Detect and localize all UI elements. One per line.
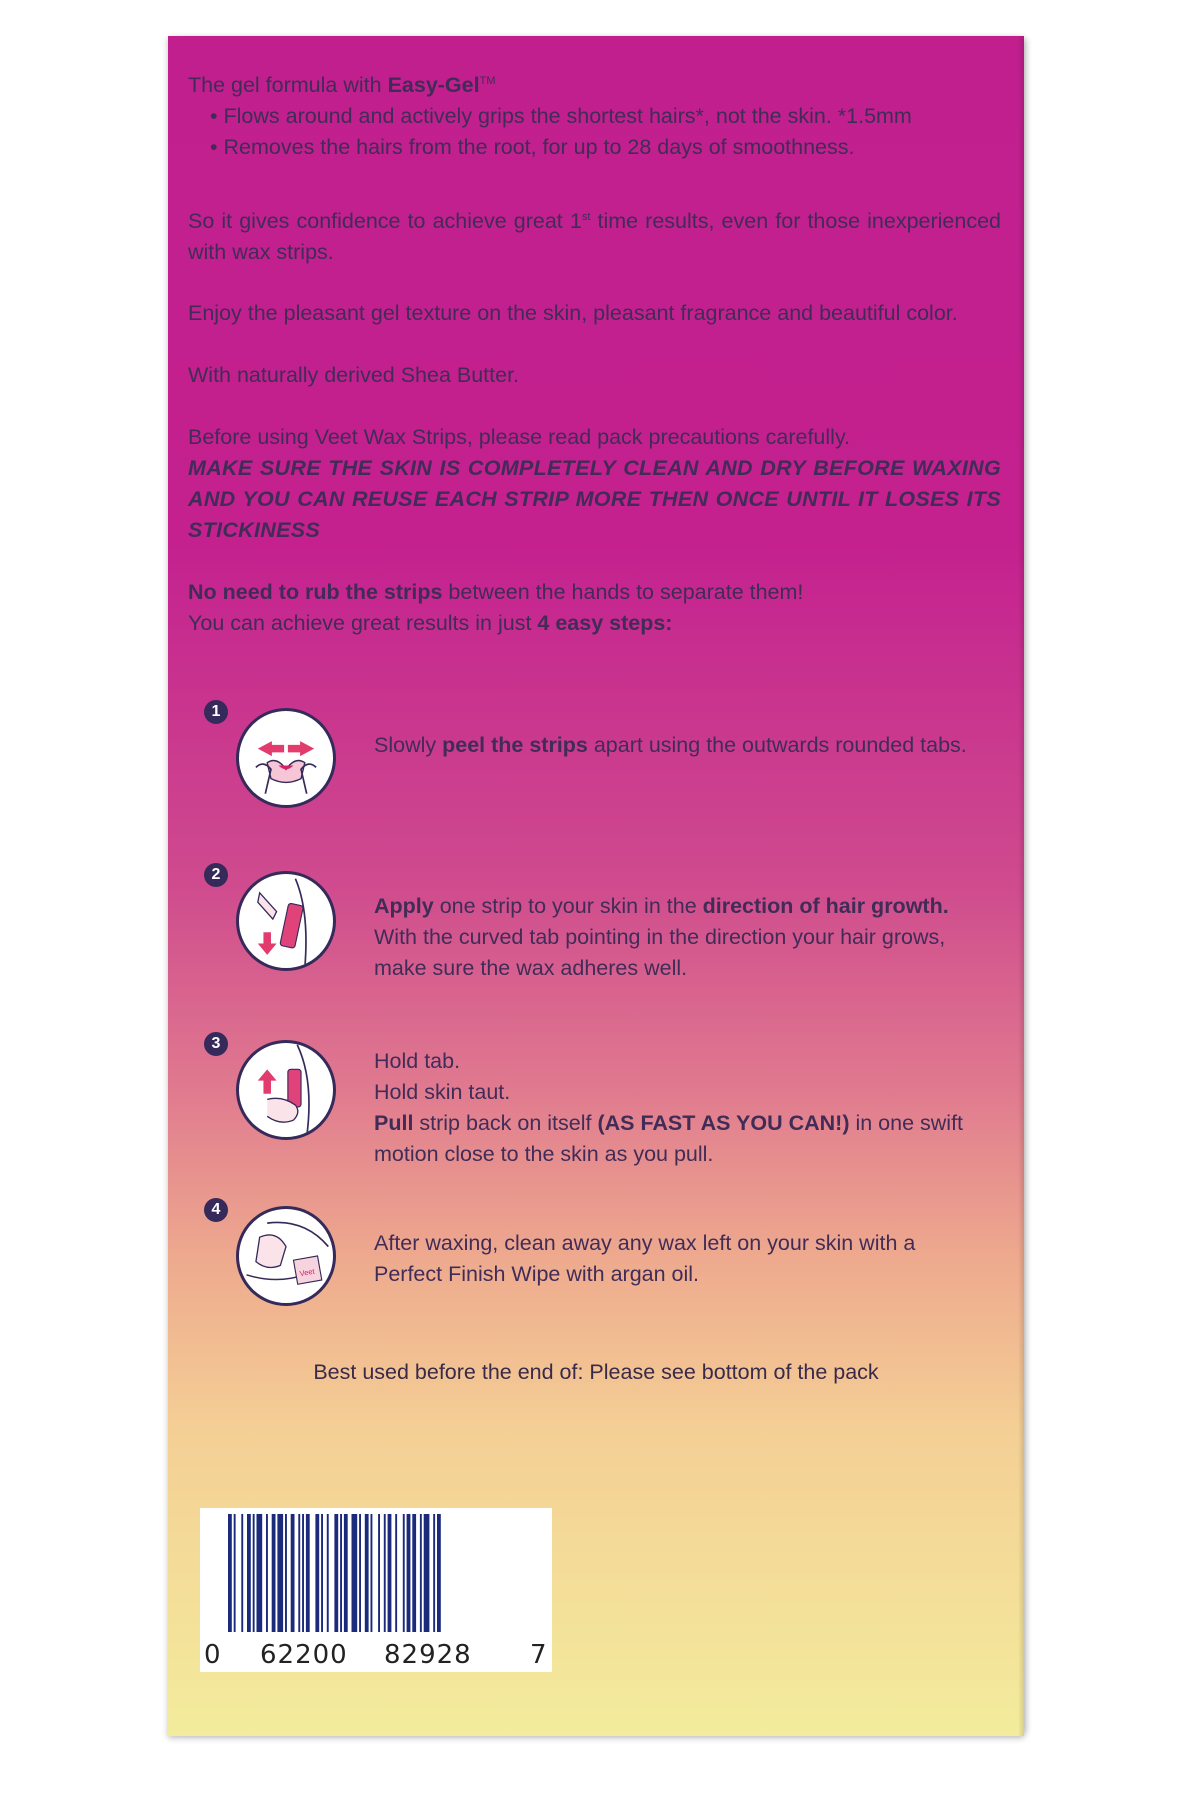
barcode-bar [272, 1514, 276, 1632]
barcode-bar [388, 1514, 392, 1632]
no-rub-paragraph [188, 577, 1001, 639]
barcode-bar [247, 1514, 251, 1632]
barcode-bar [403, 1514, 405, 1632]
barcode-bar [228, 1514, 232, 1632]
barcode-bar [365, 1514, 369, 1632]
step-3-line-3 [374, 1108, 984, 1170]
barcode-bar [291, 1514, 295, 1632]
step-number-3: 3 [204, 1032, 228, 1056]
step-3-mid: strip back on itself [413, 1111, 598, 1135]
confidence-paragraph [188, 206, 1001, 268]
barcode-bar [407, 1514, 411, 1632]
barcode-bar [266, 1514, 268, 1632]
step-3 [204, 1032, 984, 1166]
barcode-bar [257, 1514, 263, 1632]
step-2 [204, 863, 984, 983]
intro-lead-text: The gel formula with [188, 73, 388, 97]
barcode-bar [340, 1514, 342, 1632]
finish-wipe-icon [236, 1206, 336, 1306]
step-2-text [374, 891, 984, 984]
product-box-back [168, 36, 1024, 1736]
step-2-mid: one strip to your skin in the [433, 894, 703, 918]
step-3-line-2: Hold skin taut. [374, 1080, 511, 1104]
warning-paragraph: MAKE SURE THE SKIN IS COMPLETELY CLEAN AND DRY BEFORE WAXING AND YOU CAN REUSE EACH STRIP MORE THEN ONCE UNTIL IT LOSES ITS STICKINESS [188, 456, 1001, 542]
shea-paragraph: With naturally derived Shea Butter. [188, 363, 520, 387]
no-rub-line-2 [188, 608, 1001, 639]
barcode-bar [437, 1514, 441, 1632]
intro-section [188, 70, 1001, 163]
step-1 [204, 700, 984, 820]
barcode-bar [285, 1514, 287, 1632]
intro-bullet-2: • Removes the hairs from the root, for up to 28 days of smoothness. [188, 132, 1001, 163]
barcode-bar [277, 1514, 283, 1632]
step-4 [204, 1198, 984, 1318]
barcode-bar [433, 1514, 435, 1632]
step-2-post: With the curved tab pointing in the direction your hair grows, make sure the wax adheres well. [374, 925, 946, 980]
barcode-bars [200, 1508, 552, 1638]
trademark: TM [479, 74, 496, 87]
barcode-bar [424, 1514, 430, 1632]
barcode-first-digit: 0 [204, 1640, 222, 1670]
intro-lead [188, 70, 1001, 101]
pull-strip-icon [236, 1040, 336, 1140]
intro-bullet-1: • Flows around and actively grips the shortest hairs*, not the skin. *1.5mm [188, 101, 1001, 132]
step-3-bold-2: (AS FAST AS YOU CAN!) [597, 1111, 850, 1135]
no-rub-rest: between the hands to separate them! [442, 580, 804, 604]
no-rub-line-1 [188, 577, 1001, 608]
barcode-bar [395, 1514, 397, 1632]
barcode-bar [306, 1514, 310, 1632]
peel-strips-icon [236, 708, 336, 808]
step-number-2: 2 [204, 863, 228, 887]
barcode [200, 1508, 552, 1672]
barcode-bar [302, 1514, 304, 1632]
steps-count: 4 easy steps: [537, 611, 673, 635]
barcode-bar [298, 1514, 300, 1632]
brand-name: Easy-Gel [387, 73, 480, 97]
step-3-line-1: Hold tab. [374, 1049, 461, 1073]
step-1-post: apart using the outwards rounded tabs. [587, 733, 967, 757]
barcode-bar [378, 1514, 380, 1632]
step-1-pre: Slowly [374, 733, 443, 757]
barcode-bar [321, 1514, 323, 1632]
barcode-bar [412, 1514, 416, 1632]
step-1-text [374, 730, 984, 761]
barcode-bar [344, 1514, 348, 1632]
barcode-bar [420, 1514, 422, 1632]
wipe-label: Veet [298, 1266, 316, 1279]
barcode-bar [234, 1514, 236, 1632]
best-before-note: Best used before the end of: Please see bottom of the pack [313, 1360, 879, 1384]
step-3-post: in one swift motion close to the skin as you pull. [374, 1111, 964, 1166]
barcode-bar [253, 1514, 255, 1632]
barcode-bar [241, 1514, 243, 1632]
barcode-bar [334, 1514, 338, 1632]
step-4-text: After waxing, clean away any wax left on your skin with a Perfect Finish Wipe with argan oil. [374, 1231, 916, 1286]
step-3-bold-1: Pull [374, 1111, 414, 1135]
step-number-1: 1 [204, 700, 228, 724]
step-3-text [374, 1046, 984, 1170]
barcode-left-group: 62200 [260, 1640, 348, 1670]
steps-lead: You can achieve great results in just [188, 611, 538, 635]
barcode-bar [359, 1514, 361, 1632]
apply-strip-icon [236, 871, 336, 971]
step-number-4: 4 [204, 1198, 228, 1222]
barcode-bar [384, 1514, 386, 1632]
step-2-bold-1: Apply [374, 894, 434, 918]
barcode-bar [315, 1514, 319, 1632]
precautions-paragraph: Before using Veet Wax Strips, please read pack precautions carefully. [188, 425, 851, 449]
confidence-text-a: So it gives confidence to achieve great 1 [188, 209, 582, 233]
confidence-text-b: time results, even for those inexperienced with wax strips. [188, 209, 1001, 264]
no-rub-bold: No need to rub the strips [188, 580, 443, 604]
barcode-right-group: 82928 [384, 1640, 472, 1670]
step-2-bold-2: direction of hair growth. [702, 894, 949, 918]
barcode-check-digit: 7 [530, 1640, 548, 1670]
ordinal-suffix: st [581, 210, 591, 223]
step-1-bold: peel the strips [442, 733, 588, 757]
barcode-bar [327, 1514, 329, 1632]
barcode-bar [352, 1514, 358, 1632]
texture-paragraph: Enjoy the pleasant gel texture on the skin, pleasant fragrance and beautiful color. [188, 301, 958, 325]
barcode-bar [371, 1514, 373, 1632]
